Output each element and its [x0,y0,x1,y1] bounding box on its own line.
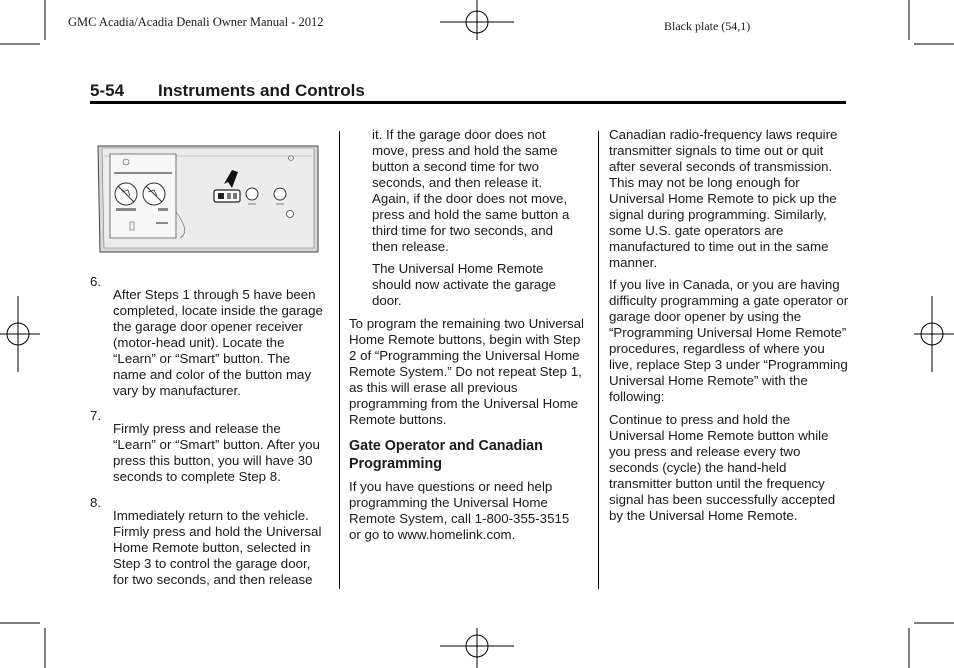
plate-label: Black plate (54,1) [664,19,751,33]
step-8-continued [372,127,582,309]
garage-door-opener-receiver-illustration [96,142,322,254]
step-8-continuation: it. If the garage door does not move, press and hold the same button a second time for two seconds, and then release it. Again, if the door does not move, press and hold the same button a third time for two seconds, and then release. [372,127,570,254]
list-item-text: Firmly press and release the “Learn” or “Smart” button. After you press this button, you will have 30 seconds to complete Step 8. [113,421,320,485]
list-item-number: 7. [90,408,102,423]
column-divider-1 [339,131,340,589]
section-title: Instruments and Controls [158,81,365,100]
heading-rule [90,101,846,104]
list-item [90,408,325,499]
step-8-note: The Universal Home Remote should now activate the garage door. [372,261,557,308]
page-number: 5-54 [90,81,125,100]
list-item [90,495,325,602]
column-divider-2 [598,131,599,589]
list-item-text: Immediately return to the vehicle. Firmly press and hold the Universal Home Remote button, selected in Step 3 to control the garage door, for two seconds, and then release [113,508,322,588]
gate-operator-subheading: Gate Operator and Canadian Programming [349,438,543,472]
radio-laws-paragraph: Canadian radio-frequency laws require transmitter signals to time out or quit after several seconds of transmission. This may not be long enough for Universal Home Remote to pick up the signal during programming. Similarly, some U.S. gate operators are manufactured to time out in the same manner. [609,127,838,270]
remaining-buttons-paragraph: To program the remaining two Universal Home Remote buttons, begin with Step 2 of “Programming the Universal Home Remote System.” Do not repeat Step 1, as this will erase all previous programming from the Universal Home Remote buttons. [349,316,585,427]
list-item-number: 8. [90,495,102,510]
column-2-body [349,316,589,543]
list-item-text: After Steps 1 through 5 have been completed, locate inside the garage the garage door opener receiver (motor-head unit). Locate the “Learn” or “Smart” button. The name and color of the button may vary by manufacturer. [113,287,323,399]
continue-paragraph: Continue to press and hold the Universal Home Remote button while you press and release every two seconds (cycle) the hand-held transmitter button until the frequency signal has been successfully accepted by the Universal Home Remote. [609,412,836,523]
section-heading [90,81,365,101]
list-item [90,274,325,413]
help-paragraph: If you have questions or need help programming the Universal Home Remote System, call 1-800-355-3515 or go to www.homelink.com. [349,479,570,542]
canada-paragraph: If you live in Canada, or you are having difficulty programming a gate operator or garage door opener by using the “Programming Universal Home Remote” procedures, regardless of where you live, replace Step 3 under “Programming Universal Home Remote” with the following: [609,277,849,404]
book-title: GMC Acadia/Acadia Denali Owner Manual - 2012 [68,15,324,29]
list-item-number: 6. [90,274,102,289]
column-3-body [609,127,849,524]
